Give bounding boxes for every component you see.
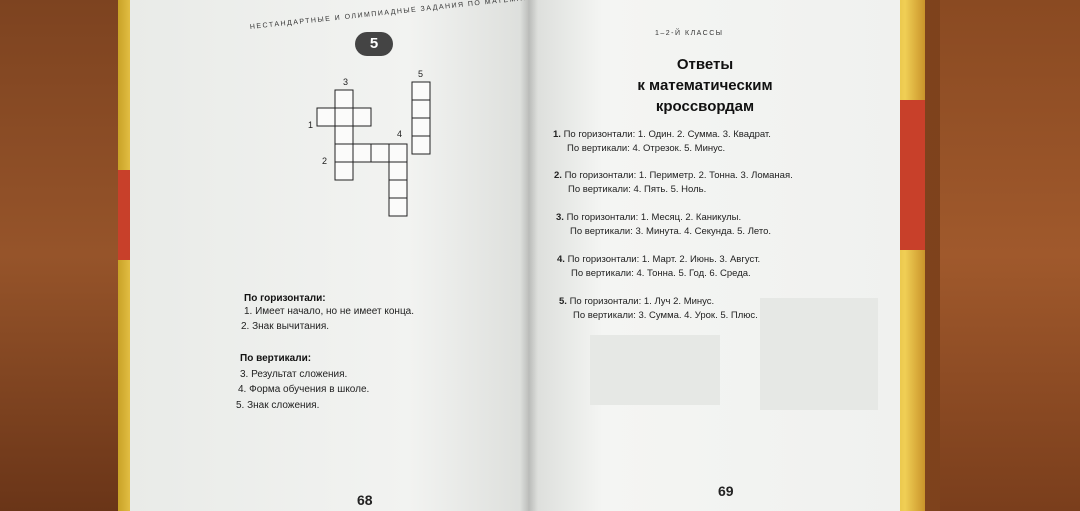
answer-horizontal: По горизонтали: 1. Периметр. 2. Тонна. 3. Ломаная. <box>564 170 793 181</box>
answer-item <box>556 211 771 239</box>
answer-horizontal: По горизонтали: 1. Март. 2. Июнь. 3. Август. <box>567 254 761 265</box>
left-page <box>130 0 530 511</box>
bleed-through-shape <box>590 335 720 405</box>
answer-item <box>559 295 758 323</box>
vertical-clue: 5. Знак сложения. <box>236 400 320 411</box>
answer-number: 4. <box>557 254 565 265</box>
answer-vertical: По вертикали: 4. Тонна. 5. Год. 6. Среда. <box>571 268 751 279</box>
bleed-through-shape <box>760 298 878 410</box>
answer-vertical: По вертикали: 3. Сумма. 4. Урок. 5. Плюс. <box>573 310 758 321</box>
vertical-clue: 4. Форма обучения в школе. <box>238 384 370 395</box>
page-header-right: 1–2-Й КЛАССЫ <box>655 30 724 37</box>
page-title <box>590 54 820 117</box>
answer-number: 2. <box>554 170 562 181</box>
page-number-left: 68 <box>357 492 373 508</box>
page-header-left: НЕСТАНДАРТНЫЕ И ОЛИМПИАДНЫЕ ЗАДАНИЯ ПО <box>249 0 482 31</box>
answer-vertical: По вертикали: 3. Минута. 4. Секунда. 5. Лето. <box>570 226 772 237</box>
crossword-number-1: 1 <box>308 120 314 130</box>
answer-number: 5. <box>559 296 567 307</box>
answer-horizontal: По горизонтали: 1. Луч 2. Минус. <box>569 296 715 307</box>
horizontal-clue: 1. Имеет начало, но не имеет конца. <box>244 306 415 317</box>
answer-item <box>554 169 793 197</box>
answer-vertical: По вертикали: 4. Отрезок. 5. Минус. <box>567 143 726 154</box>
table-surface-right <box>940 0 1080 511</box>
answer-vertical: По вертикали: 4. Пять. 5. Ноль. <box>568 184 707 195</box>
horizontal-heading: По горизонтали: <box>244 293 326 304</box>
crossword-number-4: 4 <box>397 129 403 139</box>
answer-horizontal: По горизонтали: 1. Месяц. 2. Каникулы. <box>566 212 742 223</box>
answer-number: 3. <box>556 212 564 223</box>
crossword-number-3: 3 <box>343 77 349 87</box>
answer-item <box>557 253 760 281</box>
crossword-number-5: 5 <box>418 69 424 79</box>
vertical-heading: По вертикали: <box>240 353 312 364</box>
horizontal-clue: 2. Знак вычитания. <box>241 321 330 332</box>
title-line: Ответы <box>676 56 734 73</box>
exercise-badge: 5 <box>355 32 393 56</box>
crossword-number-2: 2 <box>322 156 328 166</box>
vertical-clue: 3. Результат сложения. <box>240 369 348 380</box>
book-spine <box>520 0 538 511</box>
answer-horizontal: По горизонтали: 1. Один. 2. Сумма. 3. Квадрат. <box>563 129 771 140</box>
title-line: кроссвордам <box>655 98 755 115</box>
answer-item <box>553 128 771 156</box>
page-number-right: 69 <box>718 483 734 499</box>
answer-number: 1. <box>553 129 561 140</box>
title-line: к математическим <box>637 77 773 94</box>
